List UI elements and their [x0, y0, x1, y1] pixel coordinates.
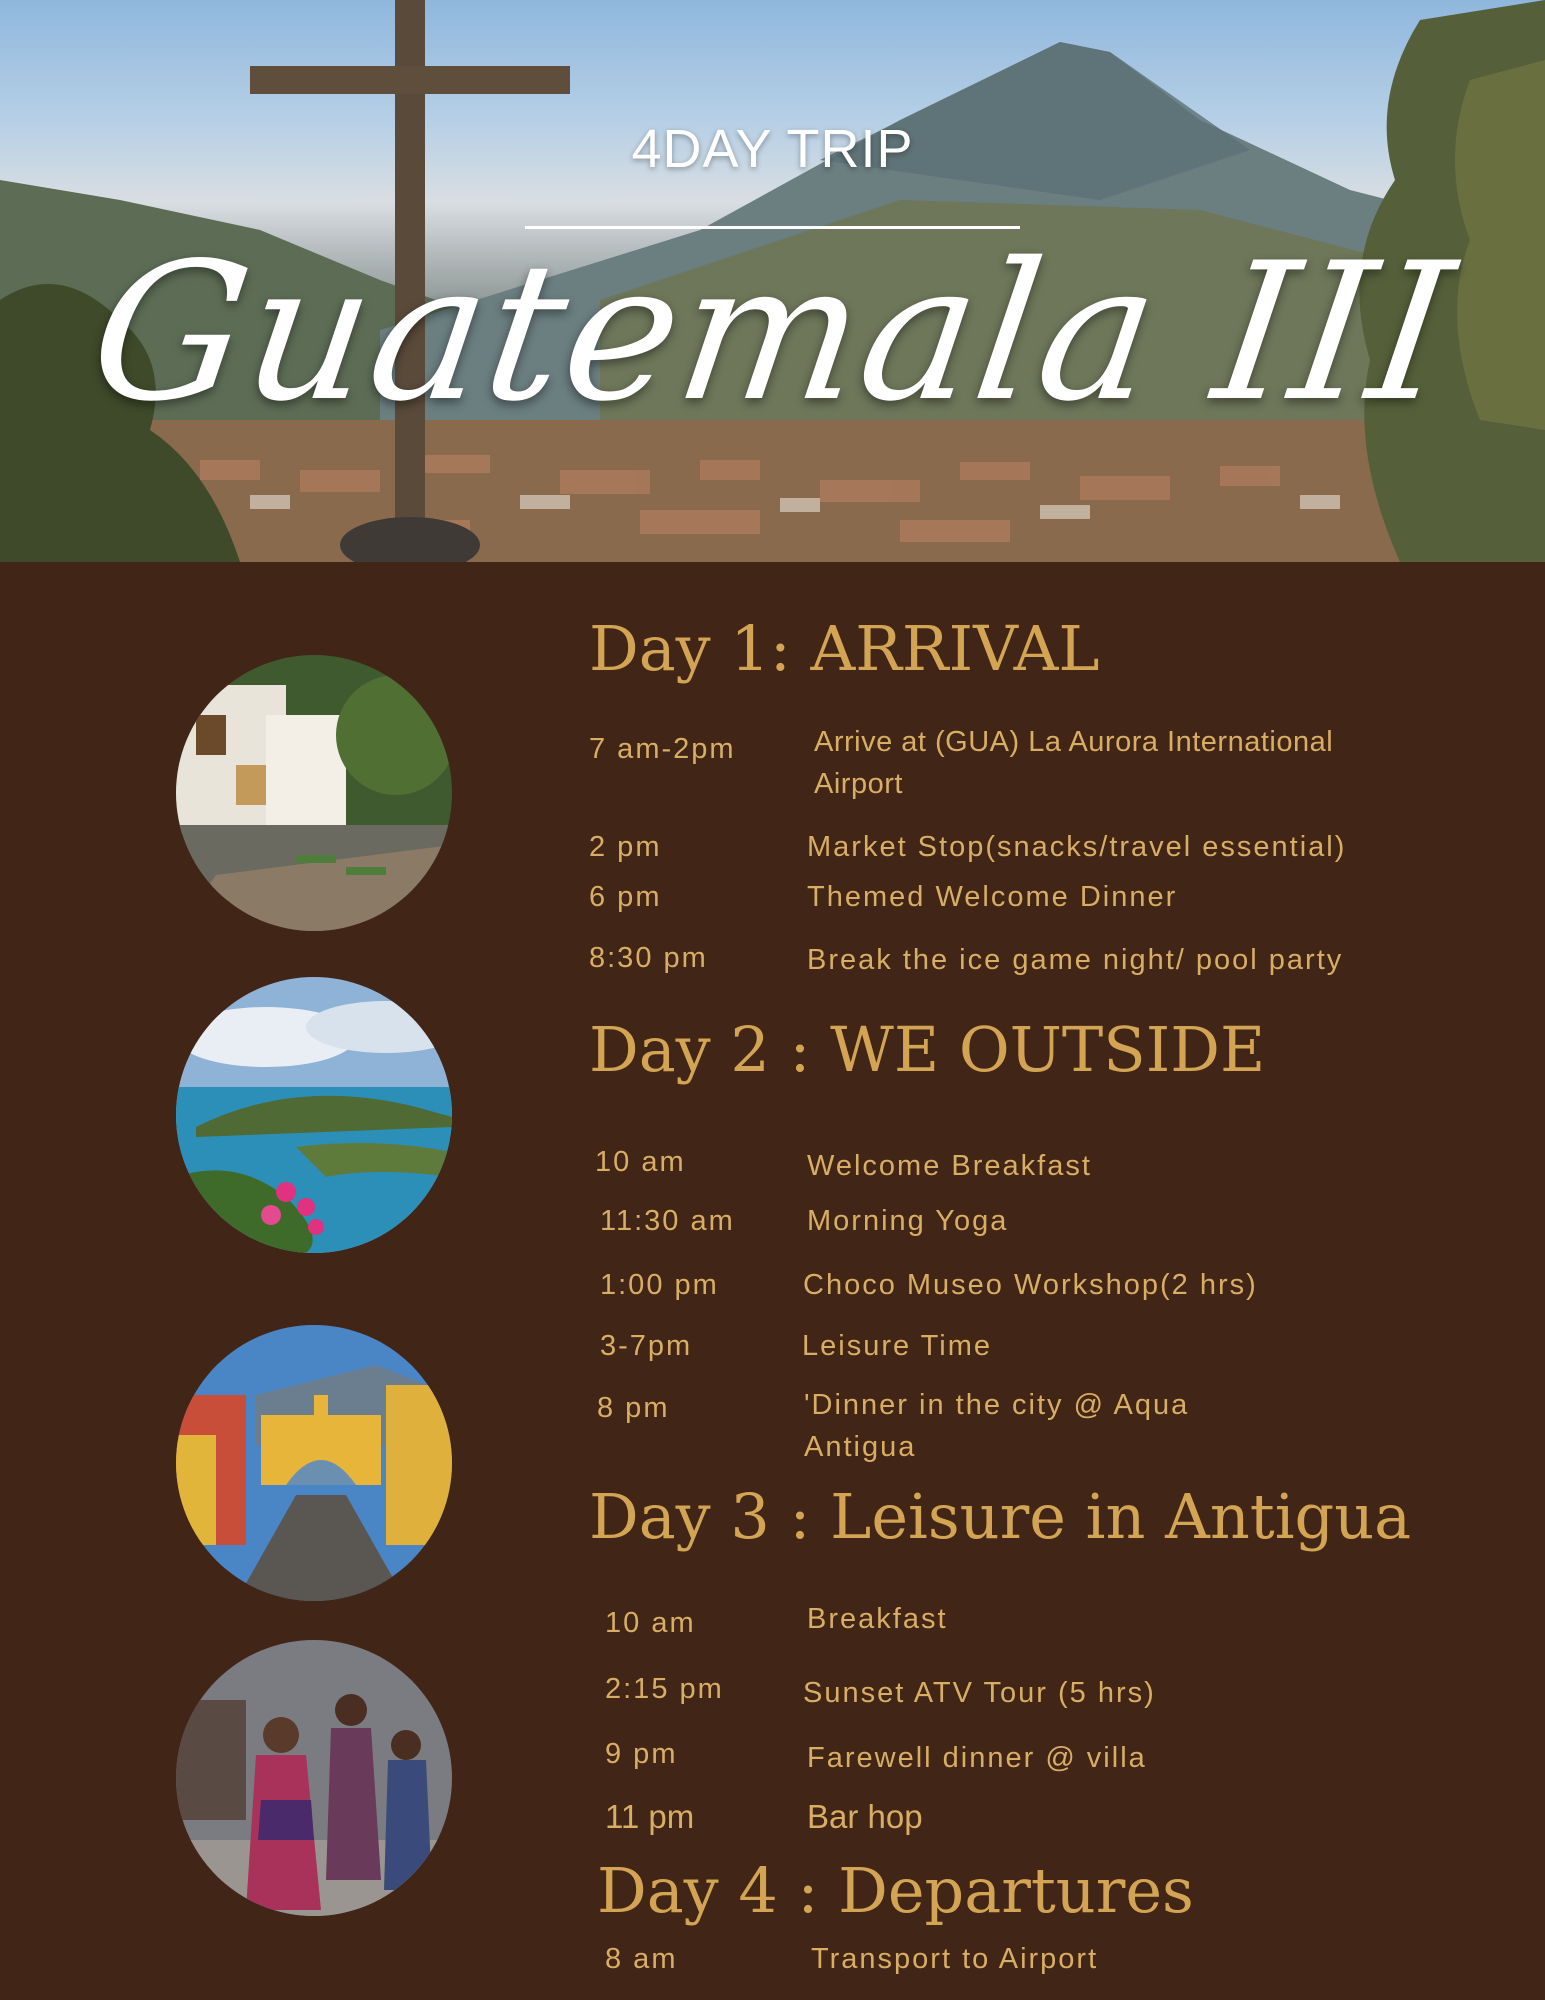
item-time: 8 am — [605, 1943, 678, 1975]
item-activity: Welcome Breakfast — [807, 1150, 1092, 1182]
item-time: 8:30 pm — [589, 942, 708, 974]
item-activity: Bar hop — [807, 1798, 923, 1835]
hero-banner — [0, 0, 1545, 562]
item-activity: Farewell dinner @ villa — [807, 1742, 1147, 1774]
item-activity: Arrive at (GUA) La Aurora International Airport — [814, 726, 1334, 800]
item-activity: Themed Welcome Dinner — [807, 881, 1178, 913]
item-activity: Transport to Airport — [811, 1943, 1099, 1975]
item-activity: Choco Museo Workshop(2 hrs) — [803, 1269, 1258, 1301]
item-time: 2 pm — [589, 831, 662, 863]
item-activity: Sunset ATV Tour (5 hrs) — [803, 1677, 1156, 1709]
day-2-heading: Day 2 : WE OUTSIDE — [589, 1013, 1266, 1086]
item-time: 7 am-2pm — [589, 733, 736, 765]
item-time: 2:15 pm — [605, 1673, 724, 1705]
item-activity: Break the ice game night/ pool party — [807, 944, 1344, 976]
item-time: 3-7pm — [600, 1330, 693, 1362]
item-activity: Leisure Time — [802, 1330, 993, 1362]
item-time: 9 pm — [605, 1738, 678, 1770]
trip-title: Guatemala III — [79, 222, 1466, 443]
market-people-photo — [176, 1640, 452, 1916]
villa-photo — [176, 655, 452, 931]
item-time: 6 pm — [589, 881, 662, 913]
item-time: 10 am — [605, 1607, 696, 1639]
item-time: 8 pm — [597, 1392, 670, 1424]
item-time: 11 pm — [605, 1798, 695, 1835]
item-activity: Market Stop(snacks/travel essential) — [807, 831, 1347, 863]
item-activity: 'Dinner in the city @ Aqua Antigua — [804, 1389, 1190, 1463]
day-1-heading: Day 1: ARRIVAL — [589, 612, 1100, 685]
day-4-heading: Day 4 : Departures — [597, 1854, 1194, 1927]
item-time: 11:30 am — [600, 1205, 735, 1237]
arch-street-photo — [176, 1325, 452, 1601]
coast-photo — [176, 977, 452, 1253]
item-activity: Morning Yoga — [807, 1205, 1009, 1237]
item-activity: Breakfast — [807, 1603, 948, 1635]
trip-subtitle: 4DAY TRIP — [631, 119, 914, 179]
day-3-heading: Day 3 : Leisure in Antigua — [589, 1480, 1412, 1553]
item-time: 10 am — [595, 1146, 686, 1178]
item-time: 1:00 pm — [600, 1269, 719, 1301]
